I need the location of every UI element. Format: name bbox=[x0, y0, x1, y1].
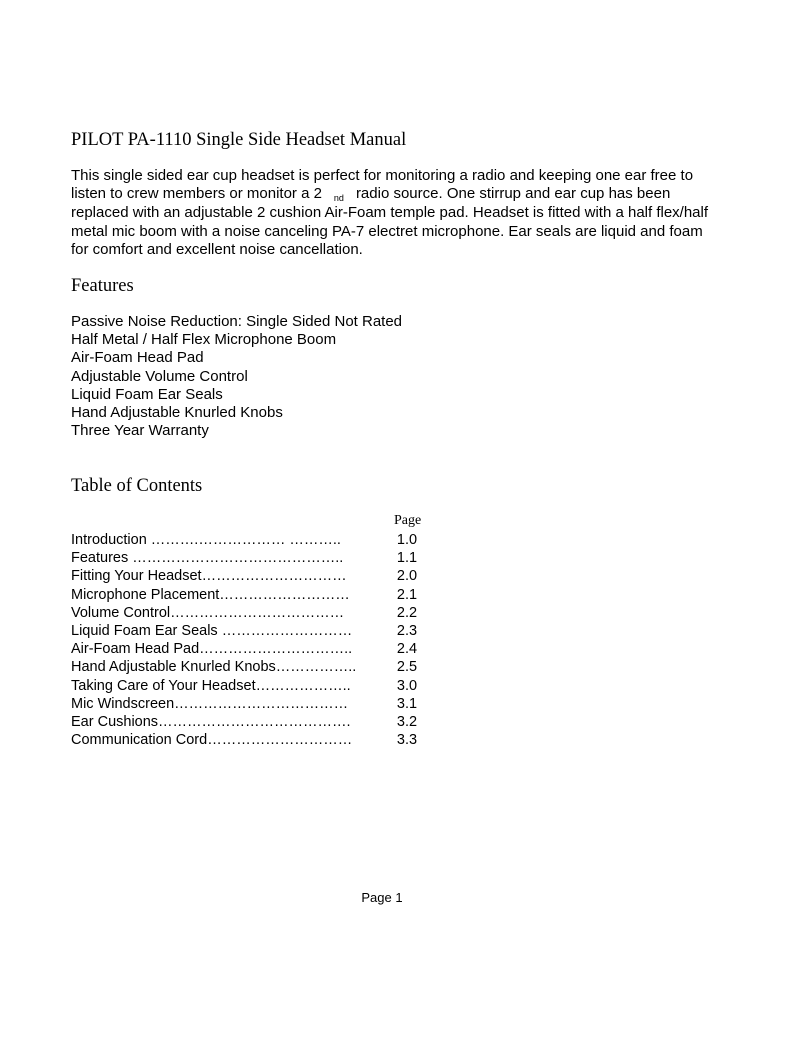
table-of-contents bbox=[71, 531, 431, 749]
toc-entry-page: 1.1 bbox=[396, 550, 418, 567]
toc-entry-label: Hand Adjustable Knurled Knobs…………….. bbox=[71, 659, 357, 676]
intro-line-4: metal mic boom with a noise canceling PA-7 electret microphone. Ear seals are liquid and foam bbox=[71, 222, 703, 240]
intro-line-2-end: radio source. One stirrup and ear cup has been bbox=[355, 185, 671, 203]
toc-entry-page: 3.1 bbox=[396, 695, 418, 712]
toc-entry bbox=[71, 567, 431, 585]
intro-paragraph bbox=[71, 167, 771, 259]
intro-line-2 bbox=[71, 185, 771, 204]
list-item: Three Year Warranty bbox=[71, 422, 209, 440]
toc-entry-page: 2.3 bbox=[396, 622, 418, 639]
list-item: Hand Adjustable Knurled Knobs bbox=[71, 404, 283, 422]
toc-entry-label: Communication Cord………………………… bbox=[71, 732, 353, 749]
toc-entry bbox=[71, 604, 431, 622]
toc-entry-page: 2.1 bbox=[396, 586, 418, 603]
toc-entry-label: Air-Foam Head Pad………………………….. bbox=[71, 641, 353, 658]
toc-entry bbox=[71, 695, 431, 713]
toc-entry-label: Ear Cushions…………………………………. bbox=[71, 713, 351, 730]
toc-entry-label: Volume Control……………………………… bbox=[71, 604, 345, 621]
list-item: Half Metal / Half Flex Microphone Boom bbox=[71, 331, 337, 349]
page-number: Page 1 bbox=[361, 890, 403, 905]
features-list bbox=[71, 313, 402, 440]
intro-line-1: This single sided ear cup headset is perfect for monitoring a radio and keeping one ear free to bbox=[71, 167, 694, 184]
toc-entry-page: 1.0 bbox=[396, 532, 418, 548]
toc-entry-label: Introduction ……….……………… ……….. bbox=[71, 532, 341, 548]
toc-heading: Table of Contents bbox=[71, 476, 203, 496]
toc-entry-label: Mic Windscreen……………………………… bbox=[71, 695, 349, 712]
toc-entry-label: Features …………………………………….. bbox=[71, 550, 344, 567]
ordinal-suffix: nd bbox=[333, 193, 344, 204]
list-item: Liquid Foam Ear Seals bbox=[71, 385, 223, 403]
list-item: Adjustable Volume Control bbox=[71, 367, 248, 385]
toc-entry-label: Taking Care of Your Headset……………….. bbox=[71, 677, 351, 694]
toc-entry bbox=[71, 640, 431, 658]
toc-entry-page: 2.4 bbox=[396, 641, 418, 658]
toc-entry bbox=[71, 731, 431, 749]
intro-line-2-start: listen to crew members or monitor a 2 bbox=[71, 185, 322, 203]
toc-entry bbox=[71, 677, 431, 695]
toc-entry-label: Microphone Placement……………………… bbox=[71, 586, 350, 603]
list-item: Passive Noise Reduction: Single Sided Not Rated bbox=[71, 313, 403, 330]
toc-entry-label: Liquid Foam Ear Seals ……………………… bbox=[71, 622, 353, 639]
toc-entry bbox=[71, 622, 431, 640]
page-title: PILOT PA-1110 Single Side Headset Manual bbox=[71, 130, 407, 150]
toc-entry bbox=[71, 658, 431, 676]
toc-page-column-label: Page bbox=[394, 513, 422, 528]
toc-entry-label: Fitting Your Headset………………………… bbox=[71, 568, 347, 585]
toc-entry bbox=[71, 531, 431, 549]
toc-entry bbox=[71, 586, 431, 604]
toc-entry-page: 3.2 bbox=[396, 713, 418, 730]
toc-entry-page: 3.0 bbox=[396, 677, 418, 694]
toc-entry-page: 3.3 bbox=[396, 732, 418, 749]
toc-entry-page: 2.2 bbox=[396, 604, 418, 621]
list-item: Air-Foam Head Pad bbox=[71, 349, 204, 367]
toc-entry-page: 2.0 bbox=[396, 568, 418, 585]
features-heading: Features bbox=[71, 276, 134, 296]
intro-line-5: for comfort and excellent noise cancellation. bbox=[71, 240, 363, 258]
intro-line-3: replaced with an adjustable 2 cushion Air-Foam temple pad. Headset is fitted with a half flex/half bbox=[71, 204, 709, 222]
toc-entry-page: 2.5 bbox=[396, 659, 418, 676]
toc-entry bbox=[71, 713, 431, 731]
toc-entry bbox=[71, 549, 431, 567]
